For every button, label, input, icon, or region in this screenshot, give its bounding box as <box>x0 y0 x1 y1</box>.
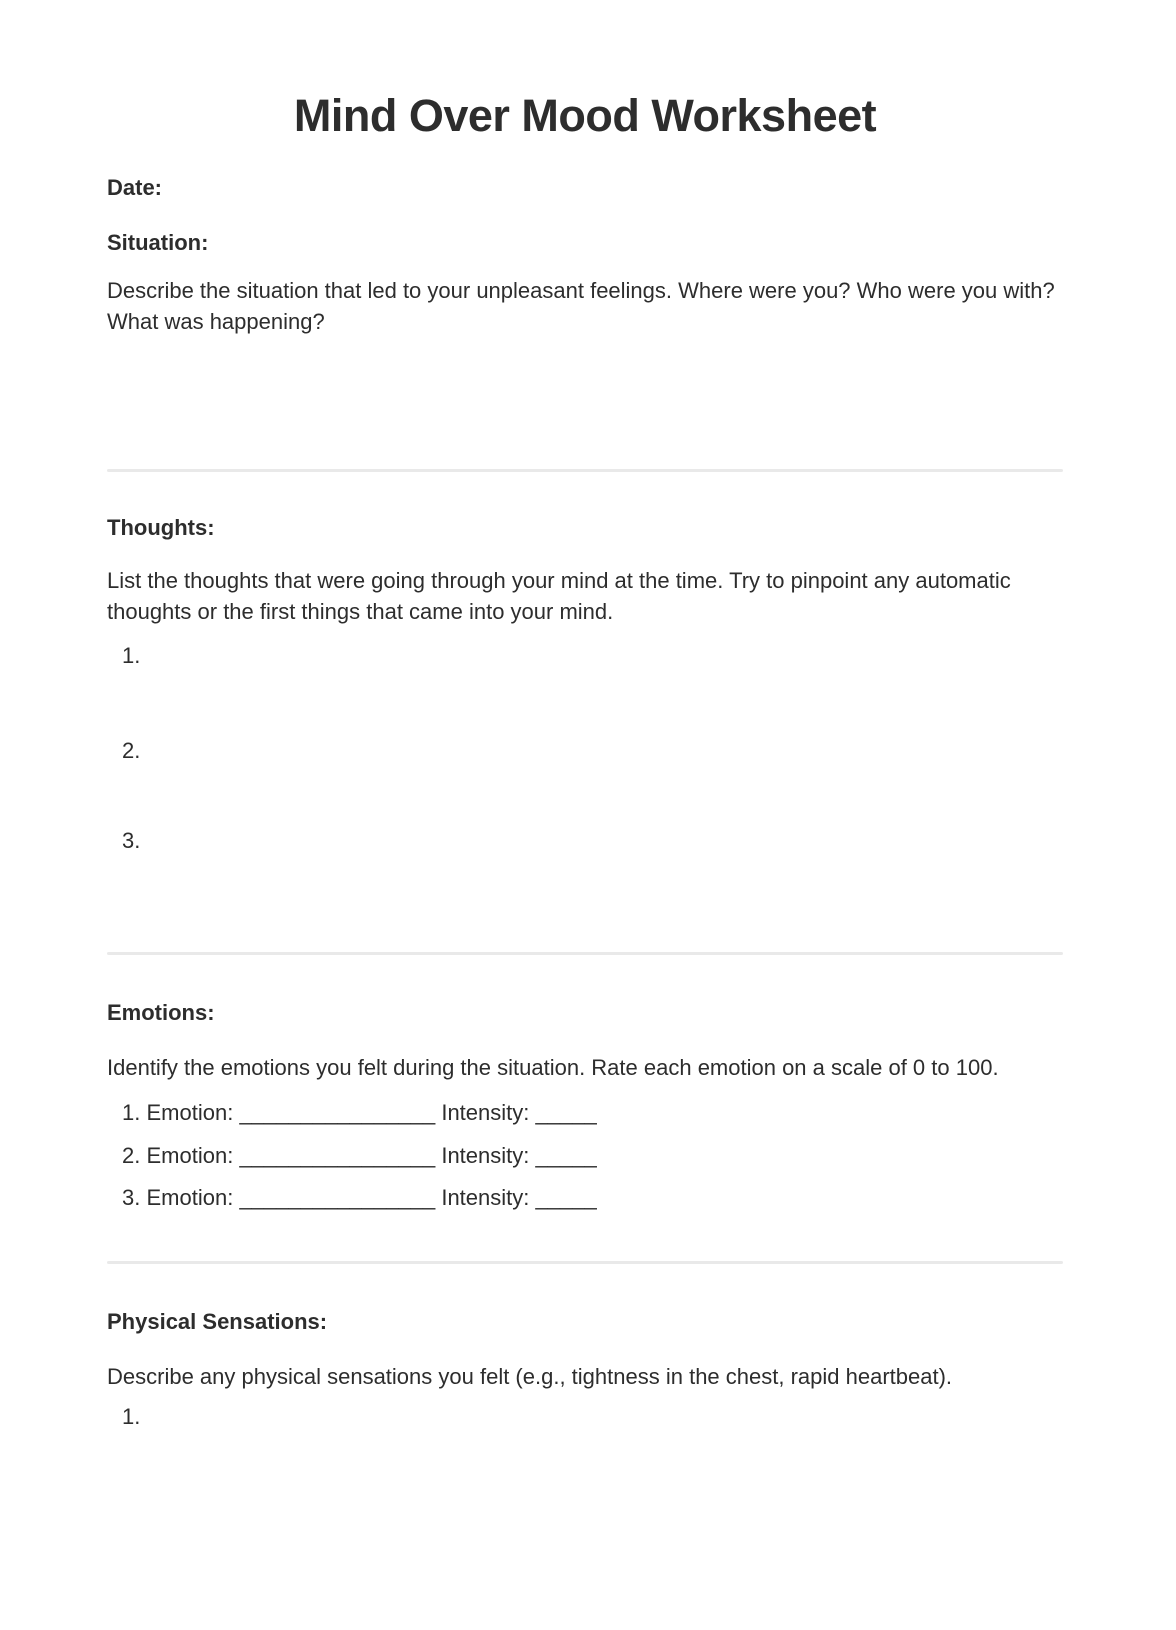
emotion-row-number: 2. <box>122 1143 141 1168</box>
thought-item-number: 2. <box>122 738 141 763</box>
sensation-item-number: 1. <box>122 1404 141 1429</box>
emotion-label: Emotion: <box>146 1100 234 1125</box>
date-label: Date: <box>107 175 163 200</box>
intensity-blank-field: _____ <box>535 1100 597 1125</box>
physical-sensations-prompt: Describe any physical sensations you felt (e.g., tightness in the chest, rapid heartbeat). <box>107 1364 953 1389</box>
emotion-row <box>107 1140 1063 1171</box>
section-divider <box>107 1261 1063 1264</box>
emotion-row-number: 3. <box>122 1185 141 1210</box>
emotions-prompt: Identify the emotions you felt during the situation. Rate each emotion on a scale of 0 to 100. <box>107 1055 999 1080</box>
situation-prompt: Describe the situation that led to your unpleasant feelings. Where were you? Who were you with? What was happening? <box>107 278 1055 334</box>
intensity-blank-field: _____ <box>535 1143 597 1168</box>
emotion-row <box>107 1097 1063 1128</box>
emotion-row <box>107 1182 1063 1213</box>
emotion-row-number: 1. <box>122 1100 141 1125</box>
intensity-label: Intensity: <box>441 1185 530 1210</box>
intensity-label: Intensity: <box>441 1143 530 1168</box>
emotions-heading: Emotions: <box>107 1000 215 1025</box>
emotion-blank-field: ________________ <box>239 1100 436 1125</box>
situation-heading: Situation: <box>107 230 209 255</box>
thoughts-prompt: List the thoughts that were going through your mind at the time. Try to pinpoint any automatic thoughts or the first things that came into your mind. <box>107 568 1011 624</box>
intensity-blank-field: _____ <box>535 1185 597 1210</box>
thoughts-heading: Thoughts: <box>107 515 215 540</box>
physical-sensations-heading: Physical Sensations: <box>107 1309 328 1334</box>
emotion-blank-field: ________________ <box>239 1185 436 1210</box>
intensity-label: Intensity: <box>441 1100 530 1125</box>
section-divider <box>107 469 1063 472</box>
thought-item-number: 1. <box>122 643 141 668</box>
emotion-label: Emotion: <box>146 1143 234 1168</box>
emotion-label: Emotion: <box>146 1185 234 1210</box>
section-divider <box>107 952 1063 955</box>
thought-item-number: 3. <box>122 828 141 853</box>
emotion-blank-field: ________________ <box>239 1143 436 1168</box>
worksheet-title: Mind Over Mood Worksheet <box>293 90 877 141</box>
